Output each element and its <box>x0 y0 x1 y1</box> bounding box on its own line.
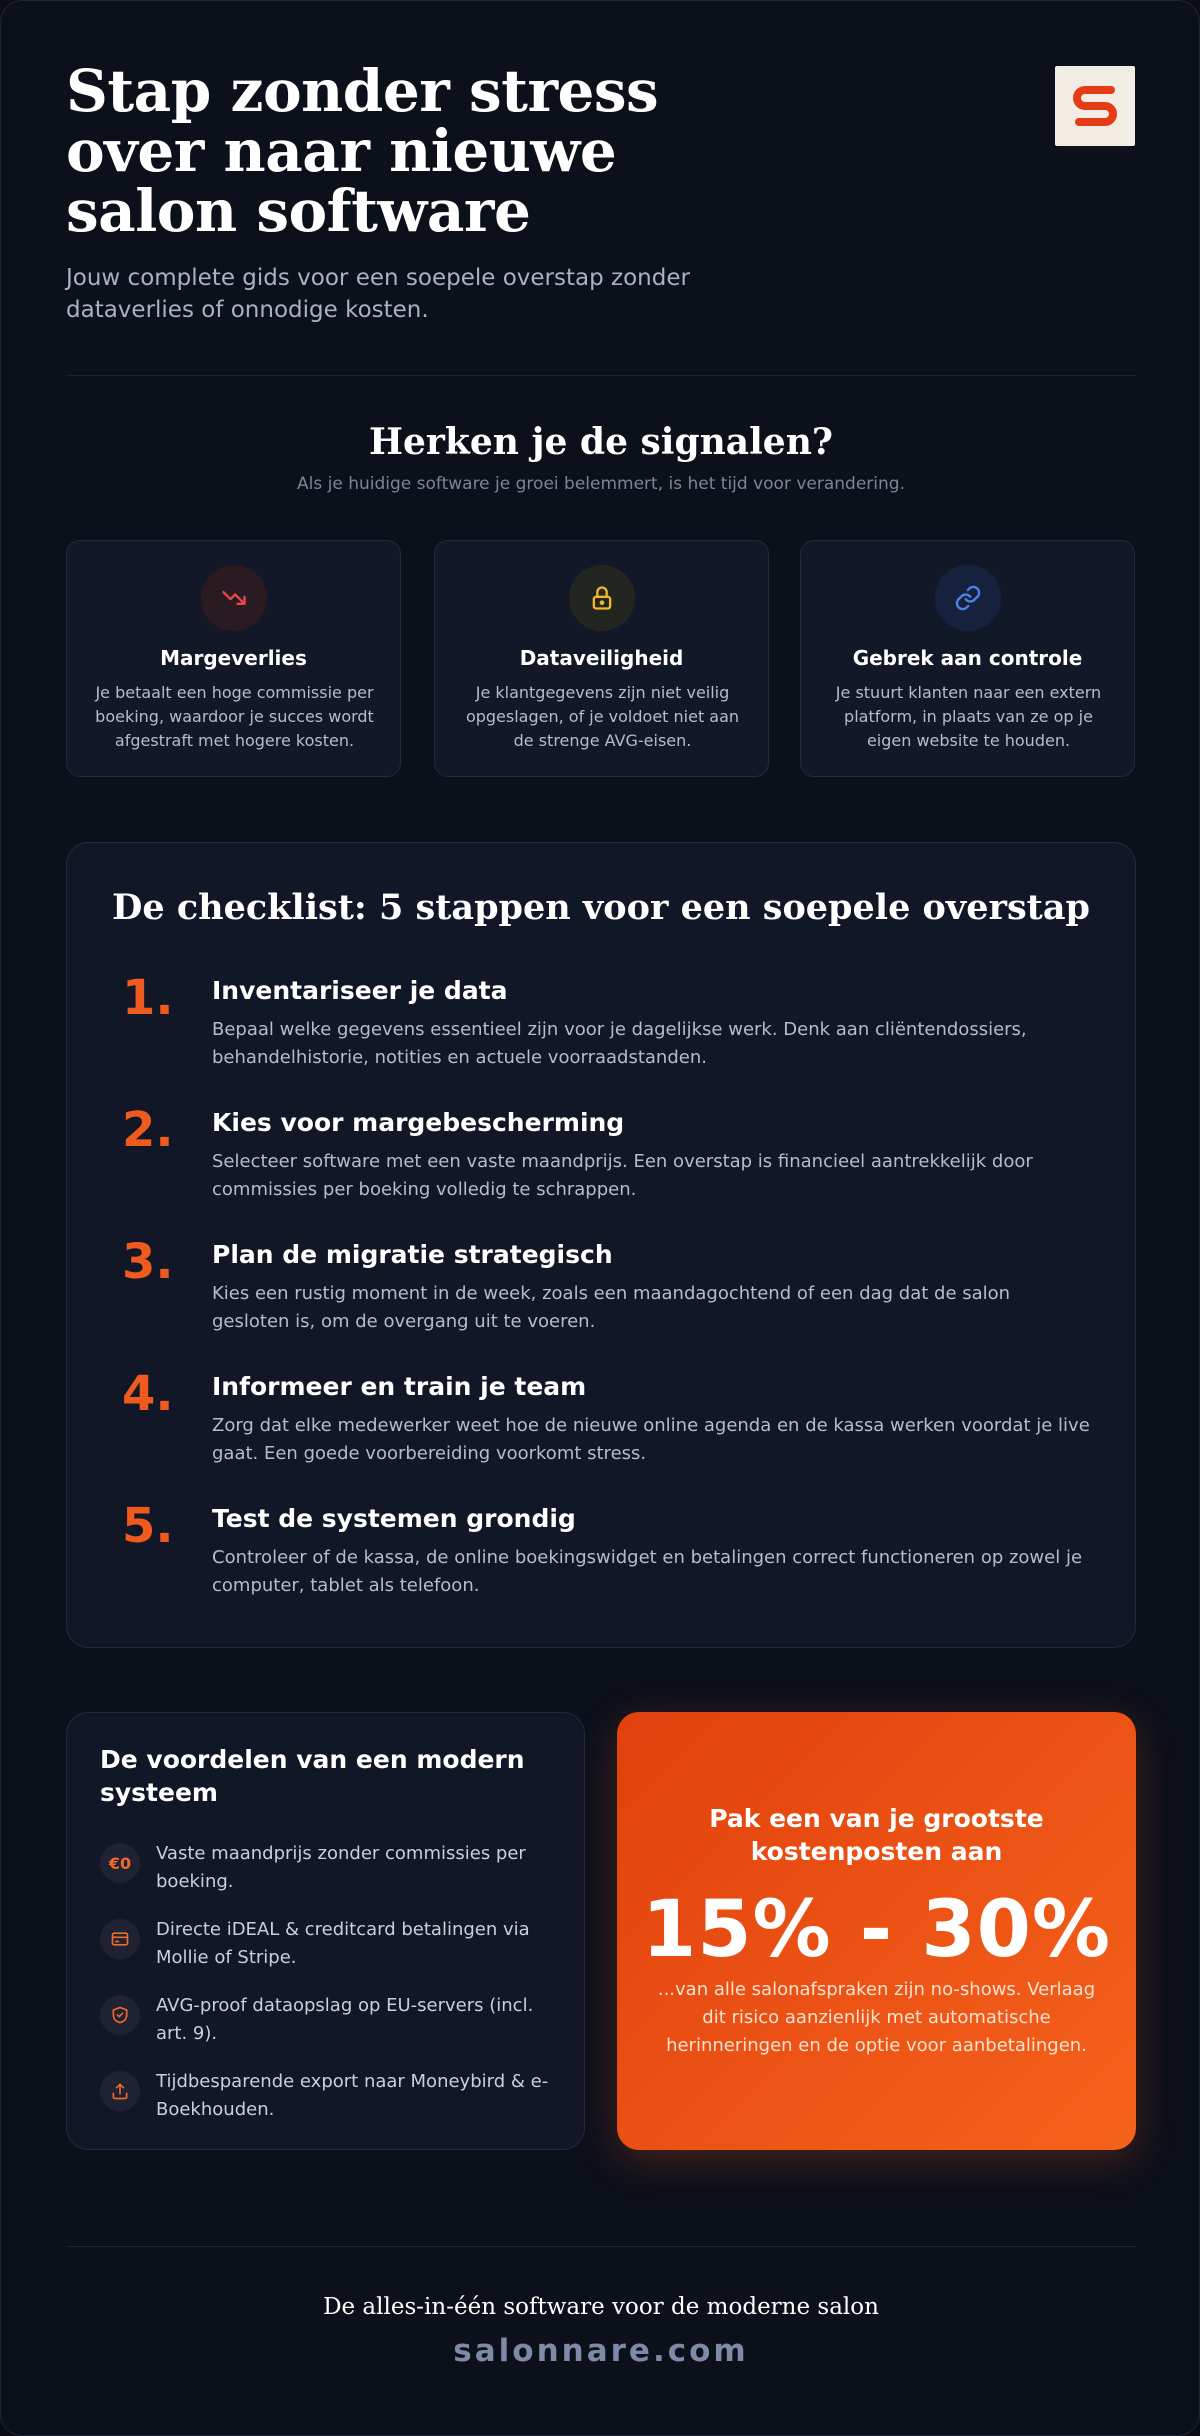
benefit-text: Directe iDEAL & creditcard betalingen via Mollie of Stripe. <box>156 1919 530 1968</box>
checklist-title: De checklist: 5 stappen voor een soepele overstap <box>112 887 1090 928</box>
checklist-step <box>67 1234 1135 1360</box>
step-text: Kies een rustig moment in de week, zoals een maandagochtend of een dag dat de salon gesloten is, om de overgang uit te voeren. <box>212 1283 1011 1332</box>
step-text: Selecteer software met een vaste maandprijs. Een overstap is financieel aantrekkelijk door commissies per boeking volledig te schrappen. <box>212 1151 1033 1200</box>
signal-card-text: Je klantgegevens zijn niet veilig opgeslagen, of je voldoet niet aan de strenge AVG-eisen. <box>465 683 740 750</box>
signal-card-margin <box>66 540 401 777</box>
checklist-step <box>67 970 1135 1096</box>
benefit-text: AVG-proof dataopslag op EU-servers (incl. art. 9). <box>156 1995 534 2044</box>
signal-card-text: Je betaalt een hoge commissie per boeking, waardoor je succes wordt afgestraft met hogere kosten. <box>95 683 374 750</box>
signal-card-title: Margeverlies <box>160 646 307 670</box>
checklist-step <box>67 1366 1135 1492</box>
hero-title <box>66 57 686 245</box>
shield-check-icon <box>100 1995 140 2035</box>
credit-card-icon <box>100 1919 140 1959</box>
step-text: Bepaal welke gegevens essentieel zijn voor je dagelijkse werk. Denk aan cliëntendossiers, behandelhistorie, notities en actuele voorraadstanden. <box>212 1019 1027 1068</box>
step-text: Zorg dat elke medewerker weet hoe de nieuwe online agenda en de kassa werken voordat je live gaat. Een goede voorbereiding voorkomt stress. <box>212 1415 1090 1464</box>
signal-card-security <box>434 540 769 777</box>
divider <box>66 2246 1136 2247</box>
brand-s-logo-icon <box>1071 84 1119 128</box>
stat-text: ...van alle salonafspraken zijn no-shows. Verlaag dit risico aanzienlijk met automatische herinneringen en de optie voor aanbetalingen. <box>657 1979 1096 2056</box>
footer-tagline: De alles-in-één software voor de moderne salon <box>323 2294 879 2320</box>
signals-subtitle: Als je huidige software je groei belemmert, is het tijd voor verandering. <box>297 474 905 494</box>
benefits-panel <box>66 1712 585 2150</box>
brand-logo[interactable] <box>1055 66 1135 146</box>
benefits-title: De voordelen van een modern systeem <box>100 1745 525 1807</box>
step-title: Inventariseer je data <box>212 976 508 1005</box>
step-title: Test de systemen grondig <box>212 1504 576 1533</box>
benefit-text: Vaste maandprijs zonder commissies per boeking. <box>156 1843 526 1892</box>
euro-icon: €0 <box>100 1843 140 1883</box>
no-show-stat-card <box>617 1712 1136 2150</box>
step-number: 3. <box>122 1234 174 1290</box>
stat-value: 15% - 30% <box>641 1885 1112 1975</box>
step-title: Informeer en train je team <box>212 1372 587 1401</box>
signals-title: Herken je de signalen? <box>369 421 833 463</box>
benefit-text: Tijdbesparende export naar Moneybird & e-Boekhouden. <box>156 2071 549 2120</box>
signal-card-text: Je stuurt klanten naar een extern platform, in plaats van ze op je eigen website te houden. <box>835 683 1102 750</box>
checklist-step <box>67 1498 1135 1624</box>
checklist-step <box>67 1102 1135 1228</box>
upload-icon <box>100 2071 140 2111</box>
stat-label: Pak een van je grootste kostenposten aan <box>709 1804 1044 1866</box>
hero-subtitle-line: Jouw complete gids voor een soepele overstap zonder <box>66 265 690 291</box>
signal-card-title: Gebrek aan controle <box>852 646 1083 670</box>
signal-card-control <box>800 540 1135 777</box>
checklist-panel <box>66 842 1136 1648</box>
footer-site-link[interactable]: salonnare.com <box>453 2333 749 2369</box>
step-number: 1. <box>122 970 174 1026</box>
link-icon <box>935 565 1001 631</box>
trending-down-icon <box>201 565 267 631</box>
step-number: 5. <box>122 1498 174 1554</box>
hero-title-line: salon software <box>66 177 531 245</box>
step-number: 2. <box>122 1102 174 1158</box>
step-text: Controleer of de kassa, de online boekingswidget en betalingen correct functioneren op zowel je computer, tablet als telefoon. <box>212 1547 1083 1596</box>
step-title: Kies voor margebescherming <box>212 1108 625 1137</box>
hero-title-line: Stap zonder stress <box>66 57 659 125</box>
step-title: Plan de migratie strategisch <box>212 1240 613 1269</box>
hero-subtitle-line: dataverlies of onnodige kosten. <box>66 297 429 323</box>
hero-subtitle <box>66 262 786 326</box>
hero-title-line: over naar nieuwe <box>66 117 617 185</box>
lock-icon <box>569 565 635 631</box>
signal-card-title: Dataveiligheid <box>519 646 684 670</box>
divider <box>66 375 1136 376</box>
step-number: 4. <box>122 1366 174 1422</box>
